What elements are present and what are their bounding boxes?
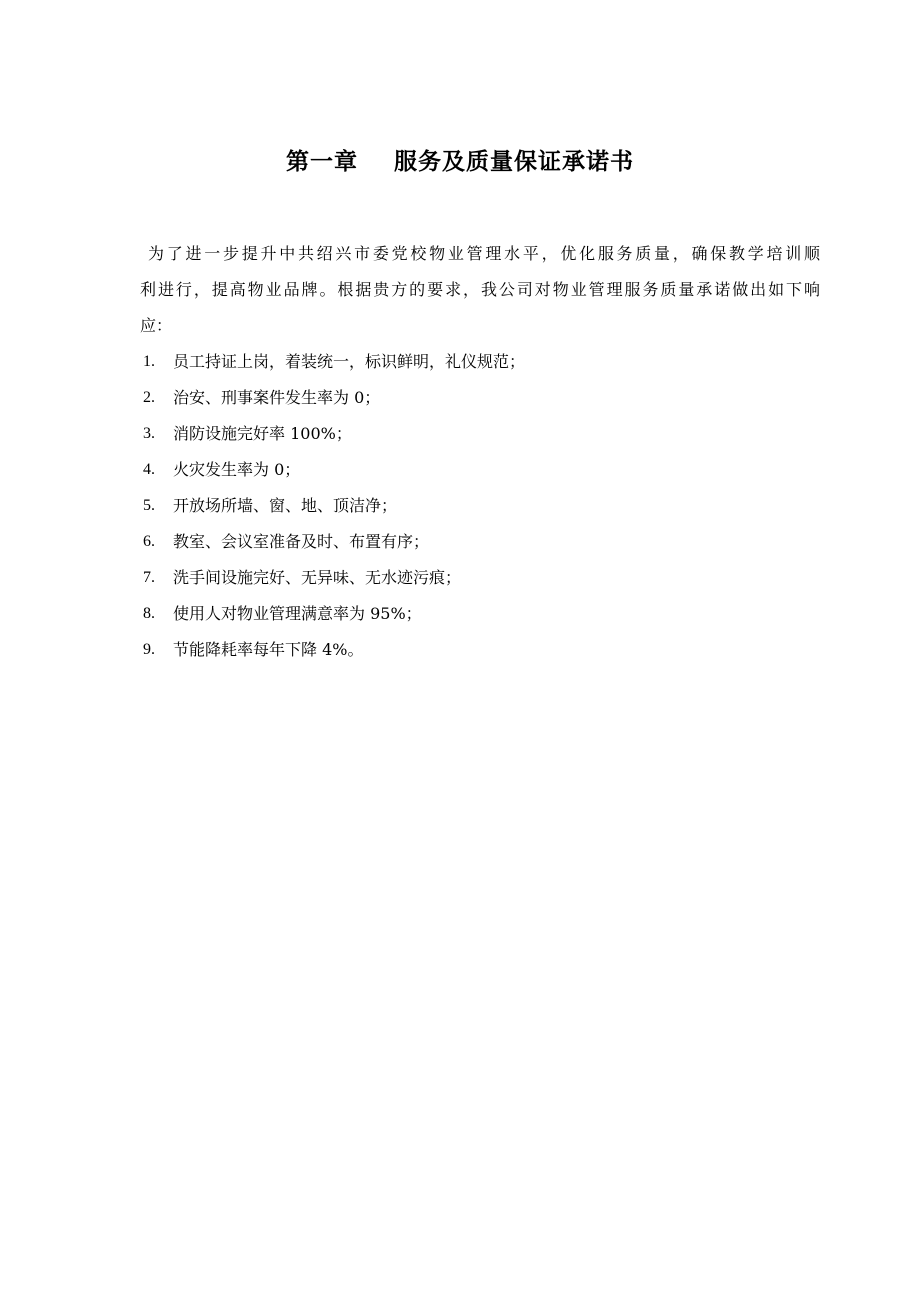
- intro-paragraph: [140, 236, 820, 344]
- page-title: 第一章 服务及质量保证承诺书: [285, 149, 635, 175]
- list-item-number: 2.: [143, 389, 155, 406]
- list-item: [143, 524, 803, 560]
- list-item: [143, 488, 803, 524]
- list-item: [143, 632, 803, 668]
- list-item-number: 9.: [143, 641, 155, 658]
- list-item: [143, 344, 803, 380]
- commitment-list: [143, 344, 803, 668]
- list-item-number: 1.: [143, 353, 155, 370]
- list-item: [143, 596, 803, 632]
- list-item: [143, 380, 803, 416]
- list-item-number: 7.: [143, 569, 155, 586]
- list-item: [143, 416, 803, 452]
- list-item-text: 消防设施完好率 100%；: [173, 424, 352, 443]
- list-item-text: 使用人对物业管理满意率为 95%；: [173, 604, 422, 623]
- list-item: [143, 560, 803, 596]
- list-item-text: 节能降耗率每年下降 4%。: [173, 640, 364, 659]
- list-item-number: 6.: [143, 533, 155, 550]
- list-item-text: 教室、会议室准备及时、布置有序；: [173, 532, 430, 551]
- intro-line: 为了进一步提升中共绍兴市委党校物业管理水平，优化服务质量，确保教学培训顺: [148, 244, 820, 263]
- list-item-number: 5.: [143, 497, 155, 514]
- intro-line: 利进行，提高物业品牌。根据贵方的要求，我公司对物业管理服务质量承诺做出如下响: [140, 280, 820, 299]
- list-item-number: 8.: [143, 605, 155, 622]
- list-item-text: 火灾发生率为 0；: [173, 460, 301, 479]
- list-item-text: 洗手间设施完好、无异味、无水迹污痕；: [173, 568, 462, 587]
- intro-line: 应：: [140, 316, 173, 335]
- list-item-text: 治安、刑事案件发生率为 0；: [173, 388, 381, 407]
- list-item-number: 4.: [143, 461, 155, 478]
- list-item: [143, 452, 803, 488]
- list-item-text: 开放场所墙、窗、地、顶洁净；: [173, 496, 398, 515]
- list-item-number: 3.: [143, 425, 155, 442]
- list-item-text: 员工持证上岗，着装统一，标识鲜明，礼仪规范；: [173, 352, 526, 371]
